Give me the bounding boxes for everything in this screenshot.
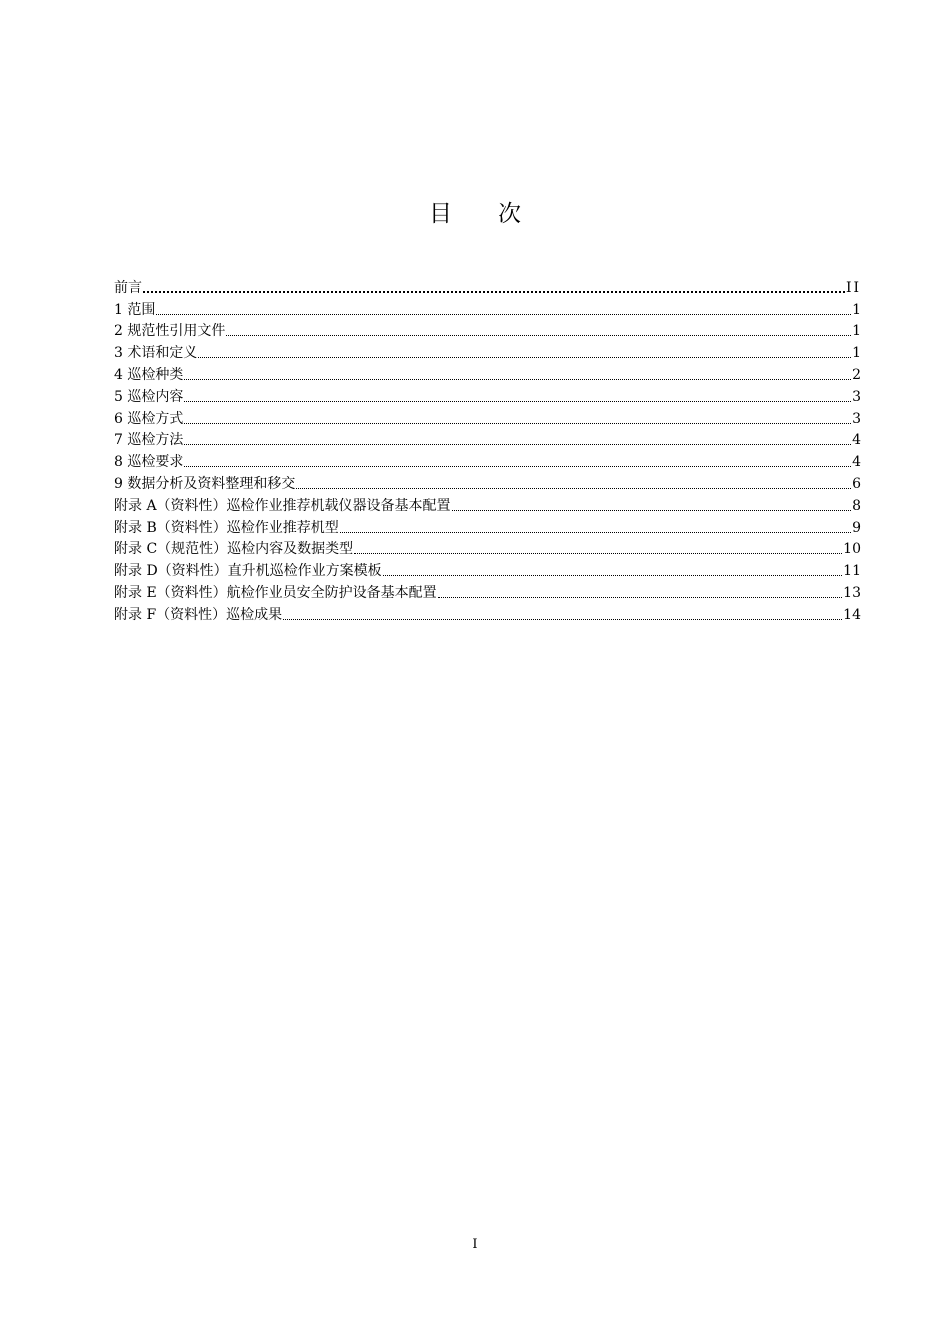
toc-entry-appendix-a[interactable] xyxy=(114,493,861,515)
toc-dot-leader xyxy=(383,574,842,576)
toc-entry-page: 4 xyxy=(852,454,861,471)
toc-dot-leader xyxy=(184,400,851,402)
toc-dot-leader xyxy=(184,378,851,380)
toc-entry-label: 附录 B（资料性）巡检作业推荐机型 xyxy=(114,519,339,536)
toc-dot-leader xyxy=(452,509,852,511)
toc-entry-page: 13 xyxy=(843,584,861,601)
toc-entry-page: 1 xyxy=(852,323,861,340)
toc-entry-appendix-f[interactable] xyxy=(114,602,861,624)
toc-dot-leader xyxy=(226,334,851,336)
toc-entry-terms-definitions[interactable] xyxy=(114,340,861,362)
toc-dot-leader xyxy=(283,618,842,620)
toc-entry-label: 附录 F（资料性）巡检成果 xyxy=(114,606,283,623)
toc-entry-page: 3 xyxy=(852,410,861,427)
toc-dot-leader xyxy=(184,465,851,467)
toc-entry-appendix-d[interactable] xyxy=(114,558,861,580)
toc-entry-page: 8 xyxy=(852,497,861,514)
toc-entry-label: 5 巡检内容 xyxy=(114,388,184,405)
toc-dot-leader xyxy=(184,422,851,424)
toc-dot-leader xyxy=(340,531,851,533)
toc-entry-normative-references[interactable] xyxy=(114,319,861,341)
toc-entry-appendix-e[interactable] xyxy=(114,580,861,602)
toc-entry-page: 14 xyxy=(843,606,861,623)
toc-entry-foreword[interactable] xyxy=(114,275,861,297)
toc-dot-leader xyxy=(354,552,842,554)
toc-entry-label: 4 巡检种类 xyxy=(114,366,184,383)
toc-entry-appendix-b[interactable] xyxy=(114,515,861,537)
toc-entry-page: 9 xyxy=(852,519,861,536)
toc-entry-inspection-methods[interactable] xyxy=(114,428,861,450)
toc-dot-leader xyxy=(156,313,851,315)
toc-entry-page: 2 xyxy=(852,366,861,383)
toc-entry-appendix-c[interactable] xyxy=(114,537,861,559)
toc-entry-data-analysis[interactable] xyxy=(114,471,861,493)
toc-entry-inspection-modes[interactable] xyxy=(114,406,861,428)
toc-entry-inspection-requirements[interactable] xyxy=(114,449,861,471)
toc-entry-label: 附录 C（规范性）巡检内容及数据类型 xyxy=(114,541,354,558)
toc-dot-leader xyxy=(184,443,851,445)
toc-entry-label: 1 范围 xyxy=(114,301,156,318)
page-title: 目 次 xyxy=(429,201,521,227)
toc-entry-label: 附录 A（资料性）巡检作业推荐机载仪器设备基本配置 xyxy=(114,497,451,514)
page-number: I xyxy=(472,1237,478,1252)
toc-dot-leader xyxy=(143,290,845,293)
toc-dot-leader xyxy=(296,487,851,489)
toc-entry-label: 前言 xyxy=(114,279,142,296)
toc-entry-page: II xyxy=(845,279,861,296)
toc-entry-inspection-content[interactable] xyxy=(114,384,861,406)
toc-entry-label: 附录 D（资料性）直升机巡检作业方案模板 xyxy=(114,563,382,580)
toc-entry-page: 6 xyxy=(852,475,861,492)
toc-entry-label: 2 规范性引用文件 xyxy=(114,323,226,340)
toc-entry-page: 11 xyxy=(843,563,861,580)
toc-entry-label: 9 数据分析及资料整理和移交 xyxy=(114,475,296,492)
toc-entry-page: 1 xyxy=(852,345,861,362)
toc-entry-label: 8 巡检要求 xyxy=(114,454,184,471)
toc-dot-leader xyxy=(198,356,851,358)
toc-entry-page: 1 xyxy=(852,301,861,318)
table-of-contents xyxy=(114,275,861,624)
toc-entry-label: 6 巡检方式 xyxy=(114,410,184,427)
toc-entry-page: 10 xyxy=(843,541,861,558)
toc-entry-inspection-types[interactable] xyxy=(114,362,861,384)
toc-entry-label: 3 术语和定义 xyxy=(114,345,198,362)
toc-entry-page: 3 xyxy=(852,388,861,405)
toc-entry-label: 7 巡检方法 xyxy=(114,432,184,449)
toc-entry-label: 附录 E（资料性）航检作业员安全防护设备基本配置 xyxy=(114,584,437,601)
toc-entry-page: 4 xyxy=(852,432,861,449)
toc-entry-scope[interactable] xyxy=(114,297,861,319)
toc-dot-leader xyxy=(438,596,843,598)
